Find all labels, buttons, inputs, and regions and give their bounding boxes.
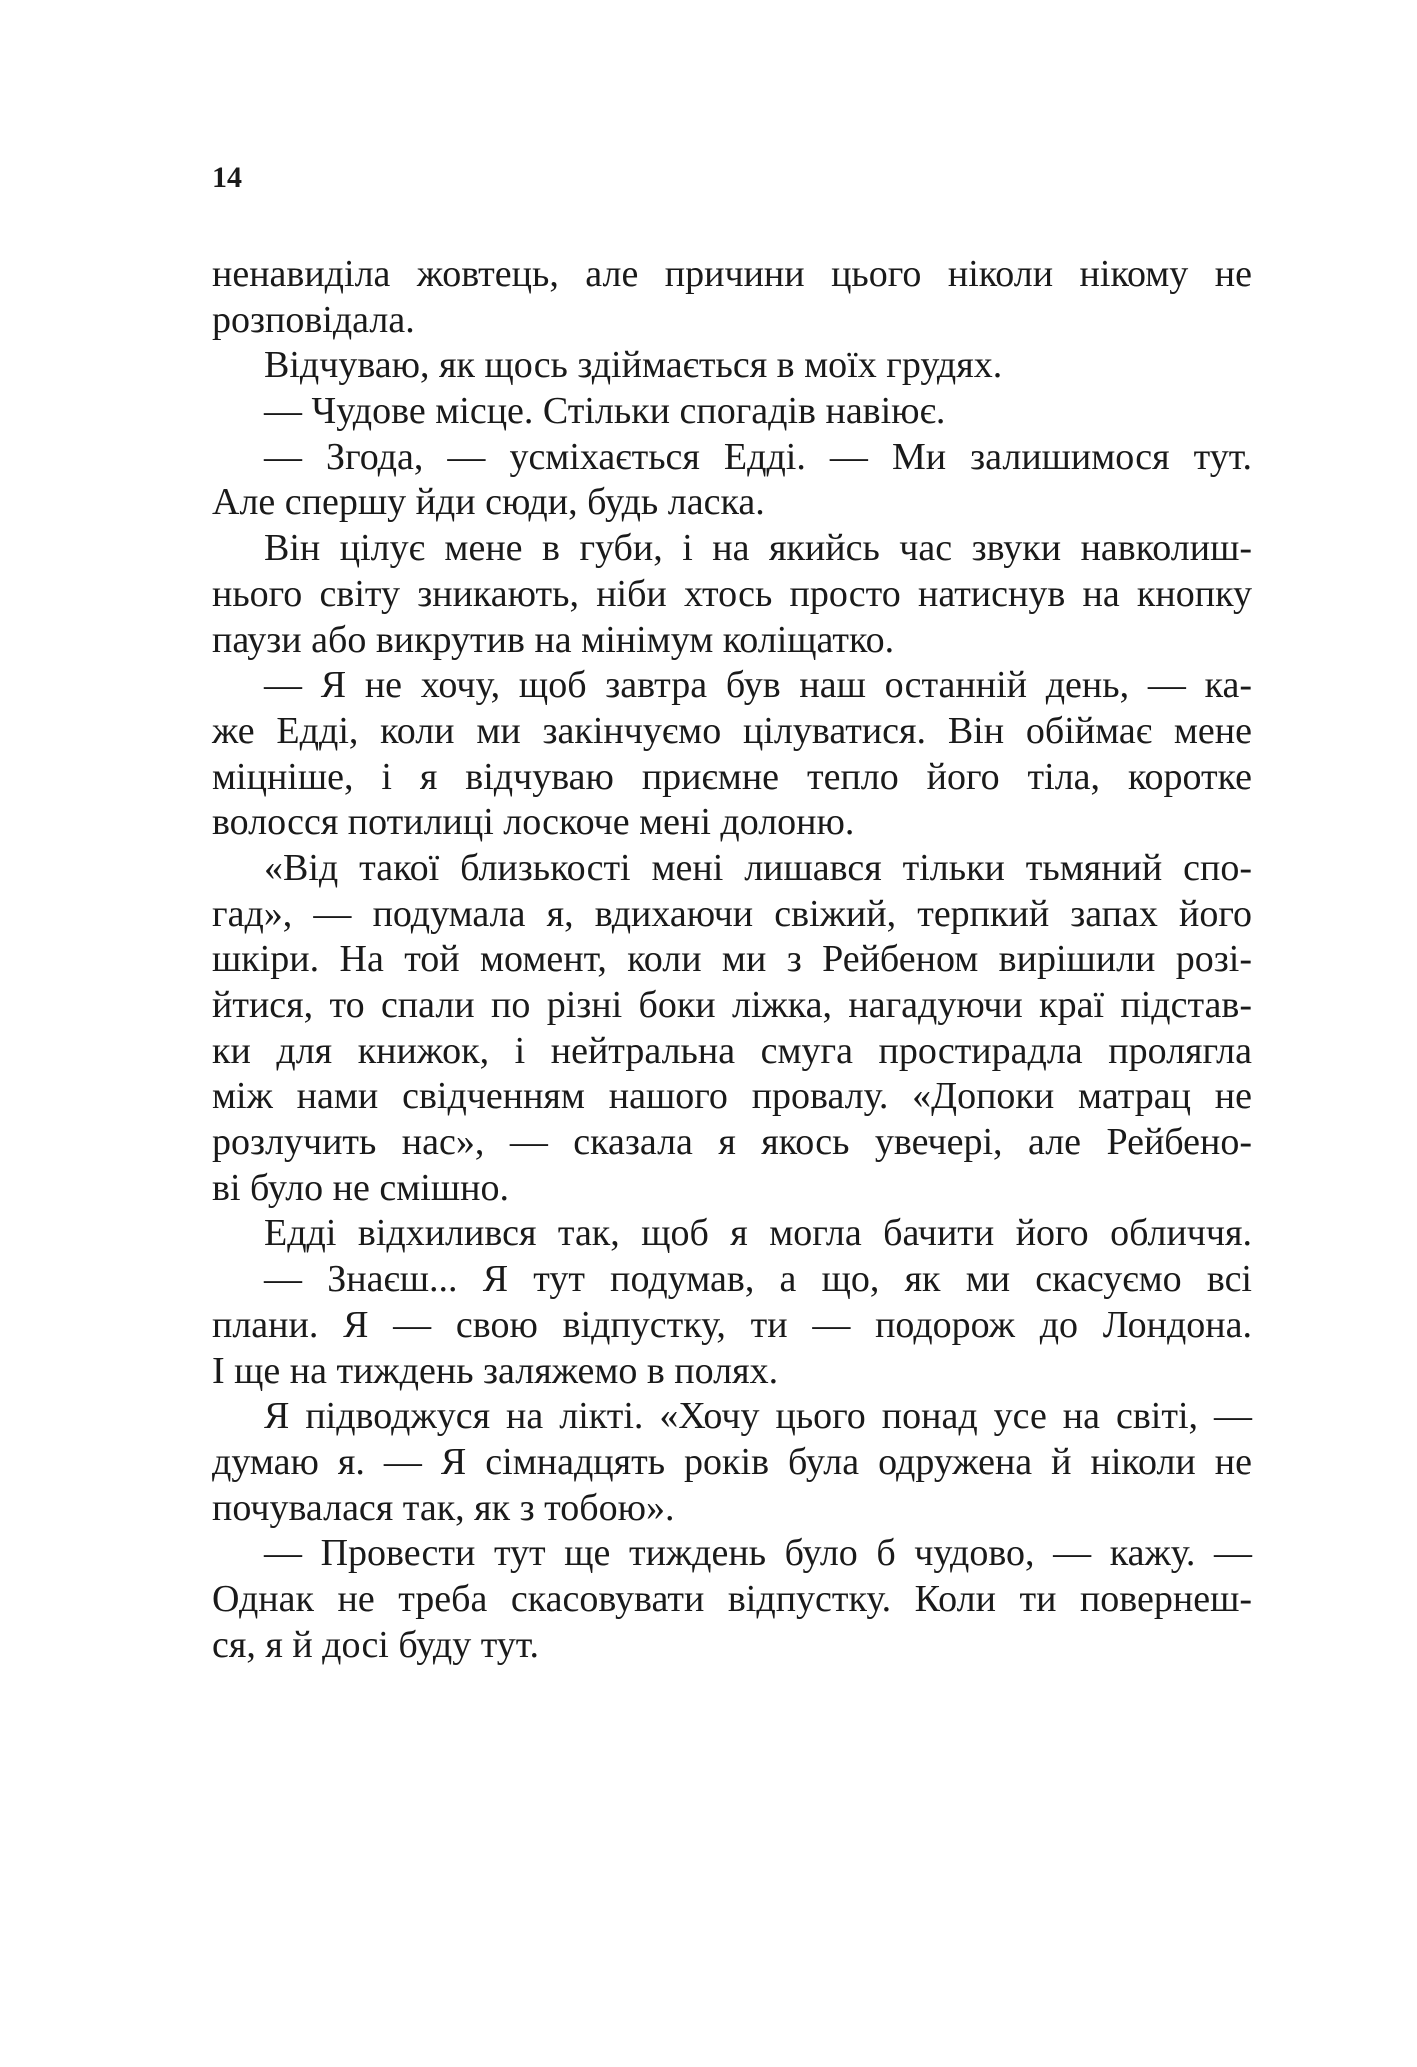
text-line: плани. Я — свою відпустку, ти — подорож до Лондона.	[212, 1303, 1252, 1346]
text-line: — Я не хочу, щоб завтра був наш останній день, — ка-	[264, 664, 1252, 707]
text-line: йтися, то спали по різні боки ліжка, нагадуючи краї підстав-	[212, 984, 1252, 1026]
page-number: 14	[212, 161, 242, 194]
text-line: між нами свідченням нашого провалу. «Допоки матрац не	[212, 1075, 1252, 1118]
text-line: Однак не треба скасовувати відпустку. Коли ти повернеш-	[212, 1577, 1252, 1620]
text-line: волосся потилиці лоскоче мені долоню.	[212, 801, 855, 844]
text-line: розлучить нас», — сказала я якось увечері, але Рейбено-	[212, 1121, 1252, 1164]
text-line: — Знаєш... Я тут подумав, а що, як ми скасуємо всі	[264, 1258, 1252, 1301]
text-line: ненавиділа жовтець, але причини цього ніколи нікому не	[212, 253, 1252, 295]
text-line: ся, я й досі буду тут.	[212, 1623, 540, 1666]
text-line: же Едді, коли ми закінчуємо цілуватися. Він обіймає мене	[212, 709, 1252, 752]
text-line: І ще на тиждень заляжемо в полях.	[212, 1349, 779, 1392]
text-line: Едді відхилився так, щоб я могла бачити його обличчя.	[264, 1212, 1252, 1255]
text-line: — Чудове місце. Стільки спогадів навіює.	[264, 390, 946, 433]
text-line: почувалася так, як з тобою».	[212, 1486, 675, 1529]
text-line: Він цілує мене в губи, і на якийсь час звуки навколиш-	[264, 527, 1252, 570]
text-line: думаю я. — Я сімнадцять років була одружена й ніколи не	[212, 1440, 1252, 1483]
text-line: — Провести тут ще тиждень було б чудово, — кажу. —	[264, 1532, 1252, 1575]
text-line: Я підводжуся на лікті. «Хочу цього понад усе на світі, —	[264, 1395, 1252, 1438]
text-line: паузи або викрутив на мінімум коліщатко.	[212, 618, 895, 661]
text-line: розповідала.	[212, 298, 415, 341]
text-line: гад», — подумала я, вдихаючи свіжий, терпкий запах його	[212, 892, 1252, 935]
text-line: шкіри. На той момент, коли ми з Рейбеном вирішили розі-	[212, 938, 1252, 981]
body-text	[212, 252, 1252, 1668]
text-line: Але спершу йди сюди, будь ласка.	[212, 481, 765, 524]
text-line: нього світу зникають, ніби хтось просто натиснув на кнопку	[212, 572, 1252, 615]
text-line: міцніше, і я відчуваю приємне тепло його тіла, коротке	[212, 755, 1252, 798]
text-line: — Згода, — усміхається Едді. — Ми залишимося тут.	[264, 435, 1252, 478]
text-line: ки для книжок, і нейтральна смуга простирадла пролягла	[212, 1029, 1252, 1072]
text-line: «Від такої близькості мені лишався тільки тьмяний спо-	[264, 846, 1252, 889]
text-line: Відчуваю, як щось здіймається в моїх грудях.	[264, 344, 1003, 387]
text-line: ві було не смішно.	[212, 1166, 509, 1209]
